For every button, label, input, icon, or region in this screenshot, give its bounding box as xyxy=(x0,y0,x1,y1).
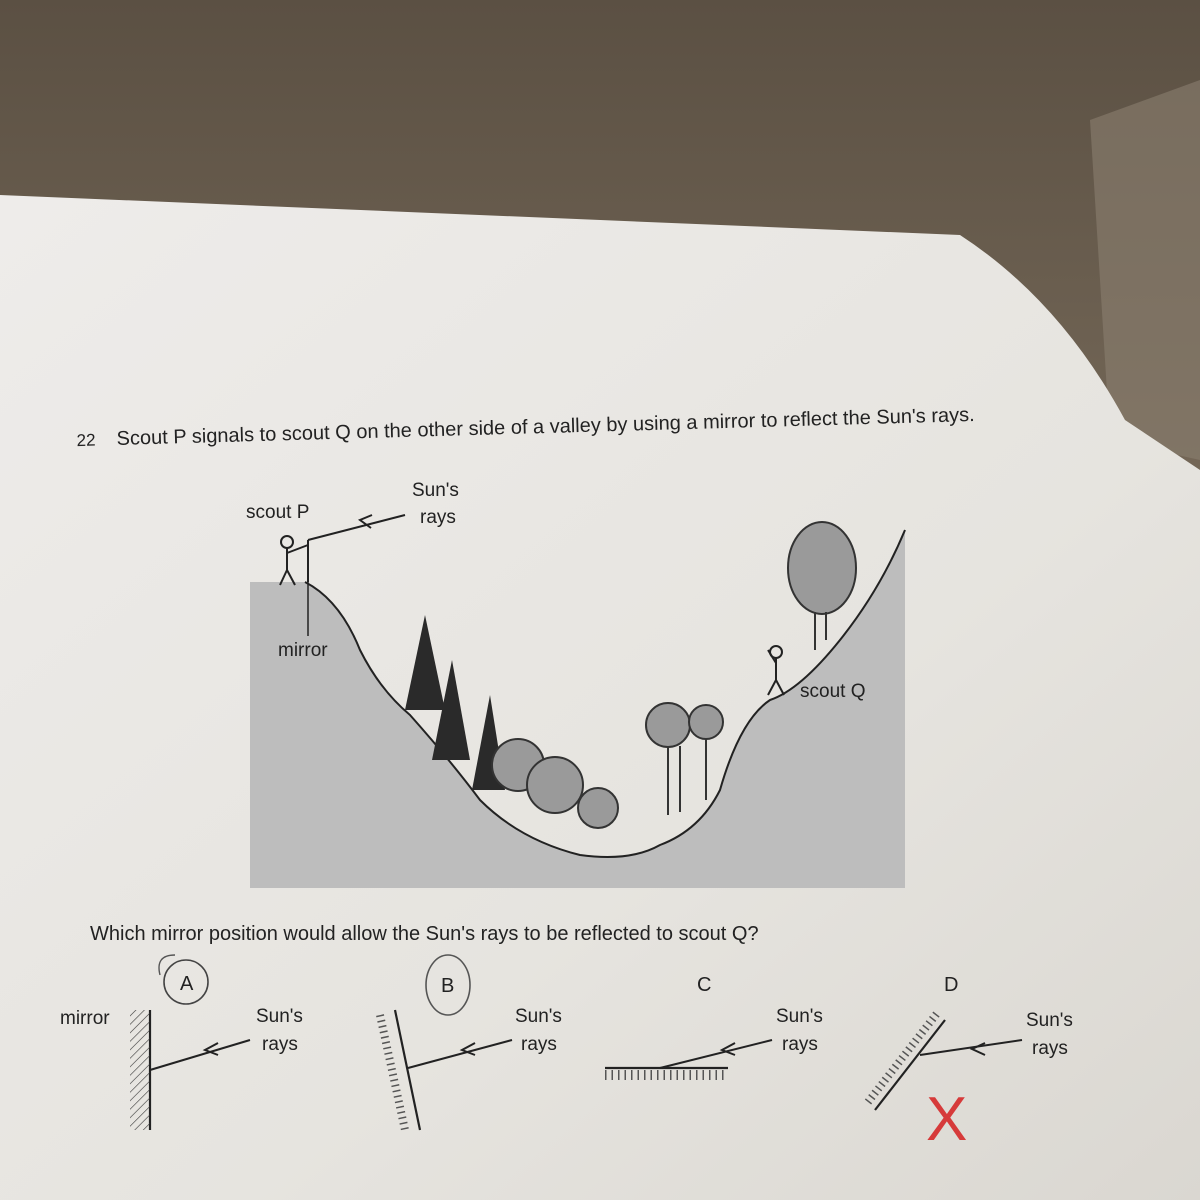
option-d-letter: D xyxy=(944,974,959,996)
option-b-letter: B xyxy=(441,975,455,997)
option-d-rays-line1: Sun's xyxy=(1026,1010,1073,1031)
option-c-letter: C xyxy=(697,974,712,996)
mirror-label: mirror xyxy=(278,640,328,661)
question-text: Scout P signals to scout Q on the other side of a valley by using a mirror to reflect the Sun's rays. xyxy=(116,403,975,450)
option-a-letter: A xyxy=(180,973,194,995)
option-a-mirror-hatch xyxy=(130,1010,150,1130)
paper-sheet xyxy=(0,195,1200,1200)
option-b-rays-line2: rays xyxy=(521,1034,557,1055)
option-a-rays-line2: rays xyxy=(262,1034,298,1055)
option-b-rays-line1: Sun's xyxy=(515,1006,562,1027)
scout-q-label: scout Q xyxy=(800,681,866,702)
suns-rays-label-line1: Sun's xyxy=(412,480,459,501)
option-d-rays-line2: rays xyxy=(1032,1038,1068,1059)
option-a-rays-line1: Sun's xyxy=(256,1006,303,1027)
question-number: 22 xyxy=(76,430,96,451)
option-mirror-label: mirror xyxy=(60,1008,110,1029)
handwritten-x-mark: X xyxy=(926,1085,968,1154)
scout-p-label: scout P xyxy=(246,502,310,523)
option-c-rays-line2: rays xyxy=(782,1034,818,1055)
suns-rays-label-line2: rays xyxy=(420,507,456,528)
option-c-rays-line1: Sun's xyxy=(776,1006,823,1027)
prompt-text: Which mirror position would allow the Sun's rays to be reflected to scout Q? xyxy=(90,923,759,945)
